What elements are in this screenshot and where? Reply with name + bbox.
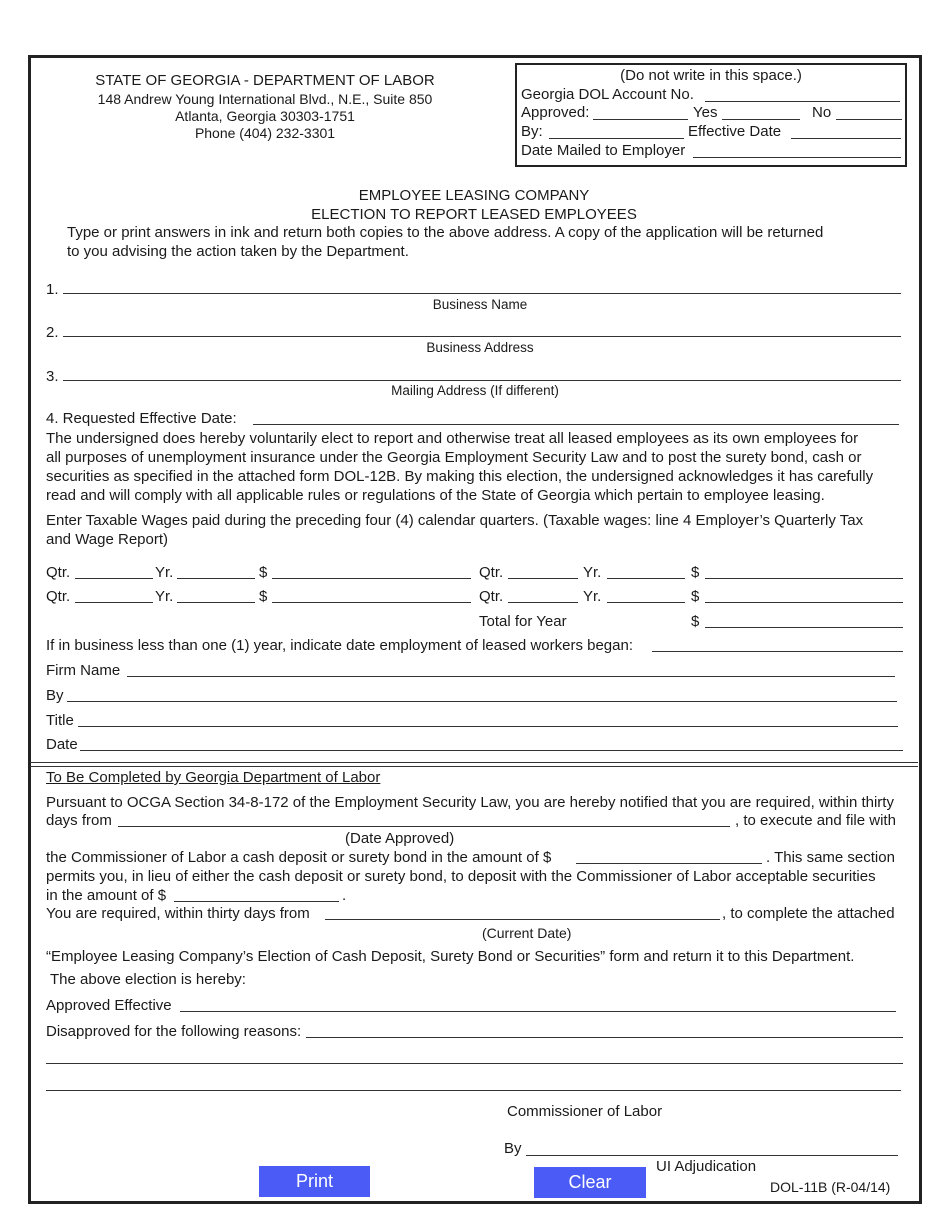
current-date-field[interactable]	[325, 919, 720, 920]
amount-field-r2c2[interactable]	[705, 602, 903, 603]
form-title-1: EMPLOYEE LEASING COMPANY	[358, 187, 590, 204]
business-address-field[interactable]	[63, 336, 901, 337]
amount-field-r1c2[interactable]	[705, 578, 903, 579]
dol-paragraph-2b: permits you, in lieu of either the cash deposit or surety bond, to deposit with the Commissioner of Labor acceptable securities	[46, 868, 876, 885]
date-approved-caption: (Date Approved)	[345, 830, 455, 847]
disapproved-label: Disapproved for the following reasons:	[46, 1023, 302, 1040]
commissioner-label: Commissioner of Labor	[507, 1103, 663, 1120]
dollar-label-total: $	[691, 613, 700, 630]
dol-paragraph-3-start: You are required, within thirty days from	[46, 905, 310, 922]
agency-address-1: 148 Andrew Young International Blvd., N.E., Suite 850	[97, 91, 433, 107]
dol-section-heading: To Be Completed by Georgia Department of Labor	[46, 769, 381, 786]
business-name-field[interactable]	[63, 293, 901, 294]
total-for-year-field[interactable]	[705, 627, 903, 628]
dol-paragraph-1a: Pursuant to OCGA Section 34-8-172 of the Employment Security Law, you are hereby notified that you are required, within thirty	[46, 794, 894, 811]
date-mailed-label: Date Mailed to Employer	[521, 142, 686, 159]
dol-paragraph-2a-start: the Commissioner of Labor a cash deposit or surety bond in the amount of $	[46, 849, 552, 866]
yr-field-r2c1[interactable]	[177, 602, 255, 603]
firm-name-field[interactable]	[127, 676, 895, 677]
form-number: DOL-11B (R-04/14)	[770, 1179, 891, 1195]
wages-line-1: Enter Taxable Wages paid during the preceding four (4) calendar quarters. (Taxable wages: line 4 Employer’s Quarterly Tax	[46, 512, 864, 529]
wages-text	[46, 511, 863, 549]
above-election-label: The above election is hereby:	[50, 971, 246, 988]
securities-amount-field[interactable]	[174, 901, 339, 902]
days-from-field[interactable]	[118, 826, 730, 827]
yes-label: Yes	[693, 104, 718, 121]
agency-address-2: Atlanta, Georgia 30303-1751	[175, 108, 355, 124]
mailing-address-caption: Mailing Address (If different)	[391, 383, 559, 398]
dol-paragraph-1b-start: days from	[46, 812, 112, 829]
section-divider-bottom	[30, 766, 918, 767]
account-no-label: Georgia DOL Account No.	[521, 86, 694, 103]
clear-button[interactable]: Clear	[534, 1167, 646, 1198]
date-label: Date	[46, 736, 78, 753]
dol-paragraph-2c-end: .	[342, 887, 347, 904]
by-field-office[interactable]	[549, 138, 684, 139]
amount-field-r2c1[interactable]	[272, 602, 471, 603]
commissioner-by-label: By	[504, 1140, 522, 1157]
no-label: No	[812, 104, 832, 121]
date-mailed-field[interactable]	[693, 157, 901, 158]
less-than-year-field[interactable]	[652, 651, 903, 652]
amount-field-r1c1[interactable]	[272, 578, 471, 579]
yr-field-r1c1[interactable]	[177, 578, 255, 579]
yr-label-r1c1: Yr.	[155, 564, 174, 581]
no-field[interactable]	[836, 119, 902, 120]
qtr-field-r2c1[interactable]	[75, 602, 153, 603]
yr-label-r1c2: Yr.	[583, 564, 602, 581]
dol-paragraph-4: “Employee Leasing Company’s Election of Cash Deposit, Surety Bond or Securities” form and return it to this Department.	[46, 948, 855, 965]
disapproved-reason-field-3[interactable]	[46, 1090, 901, 1091]
deposit-amount-field[interactable]	[576, 863, 762, 864]
election-line-4: read and will comply with all applicable rules or regulations of the State of Georgia which pertain to employee leasing.	[46, 487, 825, 504]
dollar-label-r1c2: $	[691, 564, 700, 581]
election-text	[46, 429, 873, 505]
dollar-label-r2c1: $	[259, 588, 268, 605]
qtr-field-r2c2[interactable]	[508, 602, 578, 603]
wages-line-2: and Wage Report)	[46, 531, 169, 548]
business-name-caption: Business Name	[432, 297, 528, 312]
agency-name: STATE OF GEORGIA - DEPARTMENT OF LABOR	[95, 72, 435, 89]
dol-paragraph-2a-end: . This same section	[766, 849, 895, 866]
by-label: By	[46, 687, 64, 704]
qtr-field-r1c2[interactable]	[508, 578, 578, 579]
effective-date-field[interactable]	[791, 138, 901, 139]
office-box-note: (Do not write in this space.)	[620, 67, 802, 84]
dol-paragraph-2c-start: in the amount of $	[46, 887, 167, 904]
field-1-number: 1.	[46, 281, 59, 298]
effective-date-label: Effective Date	[688, 123, 782, 140]
yr-label-r2c1: Yr.	[155, 588, 174, 605]
date-field[interactable]	[80, 750, 903, 751]
section-divider-top	[30, 762, 918, 763]
field-2-number: 2.	[46, 324, 59, 341]
title-field[interactable]	[78, 726, 898, 727]
by-field[interactable]	[67, 701, 897, 702]
approved-effective-label: Approved Effective	[46, 997, 172, 1014]
election-line-2: all purposes of unemployment insurance under the Georgia Employment Security Law and to post the surety bond, cash or	[46, 449, 862, 466]
print-button[interactable]: Print	[259, 1166, 370, 1197]
by-label-office: By:	[521, 123, 543, 140]
less-than-year-label: If in business less than one (1) year, indicate date employment of leased workers began:	[46, 637, 633, 654]
mailing-address-field[interactable]	[63, 380, 901, 381]
total-for-year-label: Total for Year	[479, 613, 567, 630]
disapproved-reason-field-1[interactable]	[306, 1037, 903, 1038]
dol-paragraph-1b-end: , to execute and file with	[735, 812, 896, 829]
dollar-label-r2c2: $	[691, 588, 700, 605]
yr-field-r1c2[interactable]	[607, 578, 685, 579]
instructions-line-1: Type or print answers in ink and return both copies to the above address. A copy of the application will be returned	[67, 224, 824, 241]
commissioner-by-field[interactable]	[526, 1155, 898, 1156]
account-no-field[interactable]	[705, 101, 900, 102]
requested-effective-date-label: 4. Requested Effective Date:	[46, 410, 237, 427]
firm-name-label: Firm Name	[46, 662, 121, 679]
qtr-label-r2c1: Qtr.	[46, 588, 71, 605]
title-label: Title	[46, 712, 74, 729]
yr-label-r2c2: Yr.	[583, 588, 602, 605]
qtr-label-r1c2: Qtr.	[479, 564, 504, 581]
qtr-field-r1c1[interactable]	[75, 578, 153, 579]
dol-paragraph-3-end: , to complete the attached	[722, 905, 895, 922]
business-address-caption: Business Address	[426, 340, 534, 355]
requested-effective-date-field[interactable]	[253, 424, 899, 425]
election-line-3: securities as specified in the attached form DOL-12B. By making this election, the undersigned acknowledges it has carefully	[46, 468, 874, 485]
qtr-label-r2c2: Qtr.	[479, 588, 504, 605]
qtr-label-r1c1: Qtr.	[46, 564, 71, 581]
current-date-caption: (Current Date)	[482, 925, 572, 941]
instructions-line-2: to you advising the action taken by the Department.	[67, 243, 409, 260]
election-line-1: The undersigned does hereby voluntarily elect to report and otherwise treat all leased employees as its own employees for	[46, 430, 859, 447]
ui-adjudication-label: UI Adjudication	[656, 1158, 757, 1175]
form-title-2: ELECTION TO REPORT LEASED EMPLOYEES	[311, 206, 637, 223]
field-3-number: 3.	[46, 368, 59, 385]
yr-field-r2c2[interactable]	[607, 602, 685, 603]
approved-effective-field[interactable]	[180, 1011, 896, 1012]
approved-field[interactable]	[593, 119, 688, 120]
approved-label: Approved:	[521, 104, 590, 121]
yes-field[interactable]	[722, 119, 800, 120]
agency-phone: Phone (404) 232-3301	[194, 125, 336, 141]
dollar-label-r1c1: $	[259, 564, 268, 581]
disapproved-reason-field-2[interactable]	[46, 1063, 903, 1064]
